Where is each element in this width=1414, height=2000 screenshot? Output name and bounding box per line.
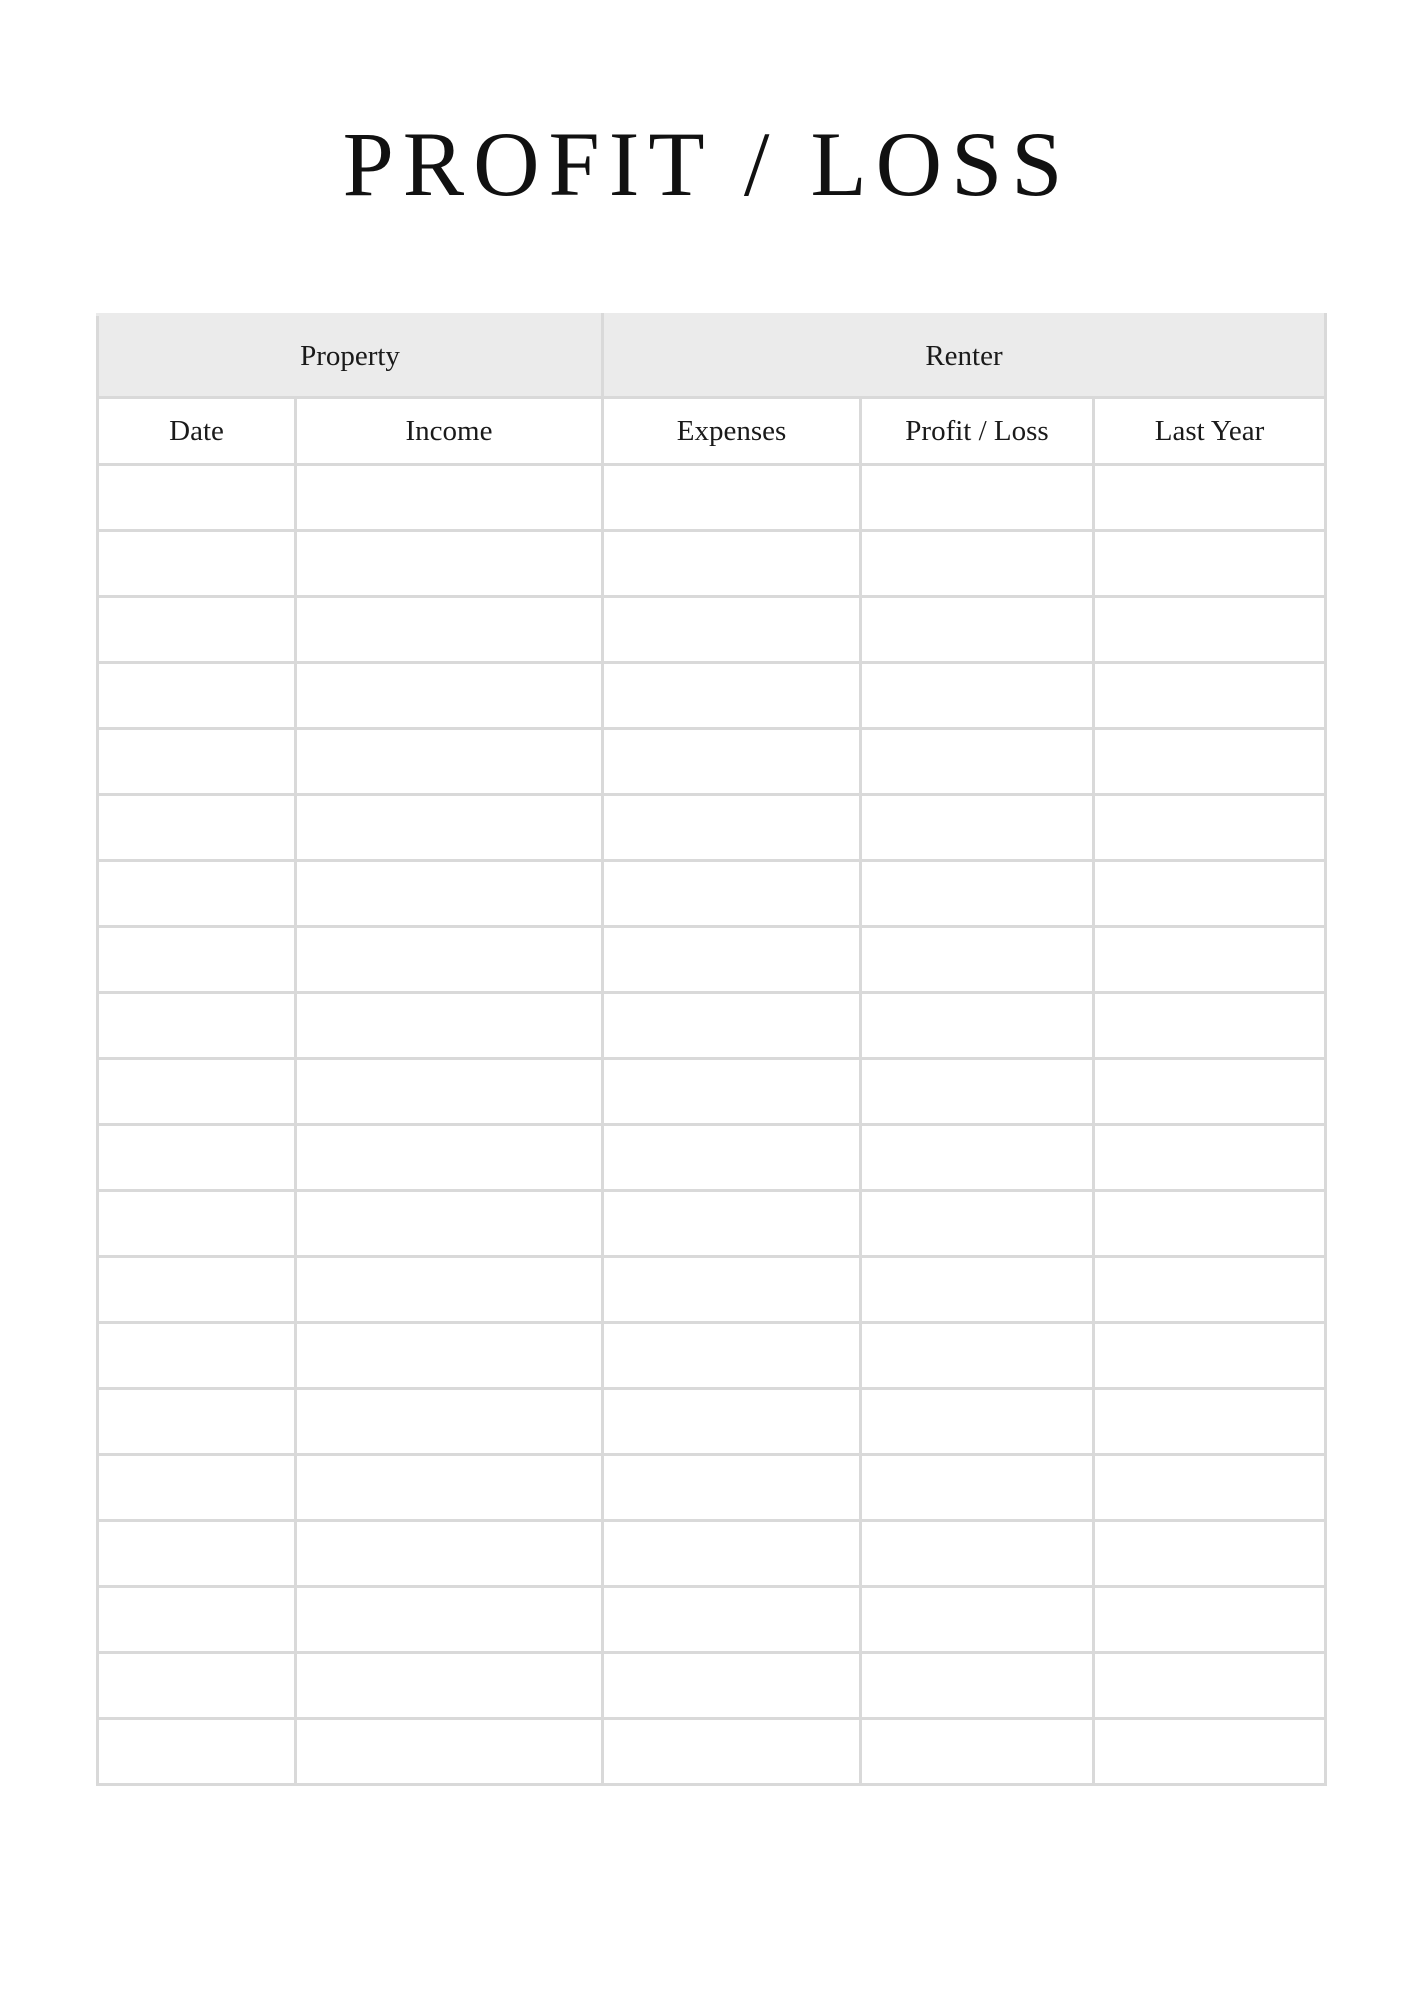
cell-income[interactable] [296, 1587, 603, 1653]
cell-profit-loss[interactable] [861, 1587, 1094, 1653]
column-header-last-year: Last Year [1094, 398, 1326, 465]
cell-profit-loss[interactable] [861, 861, 1094, 927]
cell-income[interactable] [296, 993, 603, 1059]
cell-last-year[interactable] [1094, 597, 1326, 663]
cell-date[interactable] [98, 861, 296, 927]
cell-date[interactable] [98, 927, 296, 993]
cell-expenses[interactable] [603, 1587, 861, 1653]
cell-expenses[interactable] [603, 729, 861, 795]
cell-date[interactable] [98, 1191, 296, 1257]
table-row [98, 597, 1326, 663]
cell-last-year[interactable] [1094, 1191, 1326, 1257]
cell-date[interactable] [98, 597, 296, 663]
cell-income[interactable] [296, 1191, 603, 1257]
table-row [98, 1059, 1326, 1125]
cell-income[interactable] [296, 729, 603, 795]
cell-last-year[interactable] [1094, 531, 1326, 597]
cell-expenses[interactable] [603, 1389, 861, 1455]
cell-expenses[interactable] [603, 1455, 861, 1521]
cell-date[interactable] [98, 993, 296, 1059]
cell-expenses[interactable] [603, 993, 861, 1059]
cell-last-year[interactable] [1094, 729, 1326, 795]
group-header-property: Property [98, 315, 603, 398]
column-header-row [98, 398, 1326, 465]
column-header-date: Date [98, 398, 296, 465]
cell-profit-loss[interactable] [861, 1653, 1094, 1719]
table-row [98, 1521, 1326, 1587]
cell-income[interactable] [296, 1059, 603, 1125]
cell-expenses[interactable] [603, 531, 861, 597]
cell-expenses[interactable] [603, 1191, 861, 1257]
cell-profit-loss[interactable] [861, 927, 1094, 993]
cell-last-year[interactable] [1094, 1521, 1326, 1587]
cell-income[interactable] [296, 1719, 603, 1785]
cell-last-year[interactable] [1094, 927, 1326, 993]
column-header-profit-loss: Profit / Loss [861, 398, 1094, 465]
cell-last-year[interactable] [1094, 1719, 1326, 1785]
table-row [98, 1653, 1326, 1719]
cell-date[interactable] [98, 531, 296, 597]
cell-last-year[interactable] [1094, 465, 1326, 531]
cell-last-year[interactable] [1094, 1257, 1326, 1323]
table-row [98, 1323, 1326, 1389]
cell-expenses[interactable] [603, 795, 861, 861]
cell-profit-loss[interactable] [861, 1719, 1094, 1785]
table-body [98, 465, 1326, 1785]
cell-last-year[interactable] [1094, 1323, 1326, 1389]
cell-expenses[interactable] [603, 1653, 861, 1719]
table-row [98, 1389, 1326, 1455]
cell-profit-loss[interactable] [861, 1059, 1094, 1125]
cell-expenses[interactable] [603, 1257, 861, 1323]
cell-last-year[interactable] [1094, 1059, 1326, 1125]
cell-profit-loss[interactable] [861, 663, 1094, 729]
cell-profit-loss[interactable] [861, 1125, 1094, 1191]
cell-expenses[interactable] [603, 927, 861, 993]
table-row [98, 1587, 1326, 1653]
cell-date[interactable] [98, 729, 296, 795]
profit-loss-table [96, 313, 1327, 1786]
cell-expenses[interactable] [603, 663, 861, 729]
cell-date[interactable] [98, 1521, 296, 1587]
cell-last-year[interactable] [1094, 1455, 1326, 1521]
cell-income[interactable] [296, 1455, 603, 1521]
table-row [98, 927, 1326, 993]
cell-profit-loss[interactable] [861, 993, 1094, 1059]
cell-profit-loss[interactable] [861, 531, 1094, 597]
cell-profit-loss[interactable] [861, 729, 1094, 795]
cell-date[interactable] [98, 1125, 296, 1191]
cell-income[interactable] [296, 861, 603, 927]
cell-income[interactable] [296, 1389, 603, 1455]
cell-last-year[interactable] [1094, 861, 1326, 927]
cell-date[interactable] [98, 1587, 296, 1653]
cell-last-year[interactable] [1094, 795, 1326, 861]
cell-income[interactable] [296, 795, 603, 861]
table-row [98, 663, 1326, 729]
cell-expenses[interactable] [603, 1521, 861, 1587]
cell-income[interactable] [296, 927, 603, 993]
table-row [98, 861, 1326, 927]
cell-income[interactable] [296, 1521, 603, 1587]
cell-last-year[interactable] [1094, 1389, 1326, 1455]
cell-last-year[interactable] [1094, 663, 1326, 729]
cell-profit-loss[interactable] [861, 795, 1094, 861]
cell-expenses[interactable] [603, 597, 861, 663]
cell-date[interactable] [98, 795, 296, 861]
cell-profit-loss[interactable] [861, 597, 1094, 663]
cell-expenses[interactable] [603, 1125, 861, 1191]
cell-profit-loss[interactable] [861, 1521, 1094, 1587]
cell-income[interactable] [296, 1257, 603, 1323]
table-row [98, 1191, 1326, 1257]
cell-profit-loss[interactable] [861, 465, 1094, 531]
table-row [98, 1257, 1326, 1323]
cell-profit-loss[interactable] [861, 1191, 1094, 1257]
table-row [98, 1125, 1326, 1191]
cell-last-year[interactable] [1094, 993, 1326, 1059]
table-row [98, 1455, 1326, 1521]
table-row [98, 1719, 1326, 1785]
cell-date[interactable] [98, 465, 296, 531]
cell-expenses[interactable] [603, 1323, 861, 1389]
cell-date[interactable] [98, 1719, 296, 1785]
cell-last-year[interactable] [1094, 1653, 1326, 1719]
page-title: PROFIT / LOSS [342, 113, 1072, 215]
cell-date[interactable] [98, 1653, 296, 1719]
group-header-renter: Renter [603, 315, 1326, 398]
cell-income[interactable] [296, 663, 603, 729]
cell-profit-loss[interactable] [861, 1323, 1094, 1389]
cell-date[interactable] [98, 1059, 296, 1125]
table-row [98, 993, 1326, 1059]
table-row [98, 795, 1326, 861]
cell-income[interactable] [296, 465, 603, 531]
cell-date[interactable] [98, 1323, 296, 1389]
cell-date[interactable] [98, 663, 296, 729]
table-row [98, 729, 1326, 795]
cell-expenses[interactable] [603, 1719, 861, 1785]
profit-loss-sheet [96, 313, 1324, 1834]
cell-last-year[interactable] [1094, 1587, 1326, 1653]
cell-profit-loss[interactable] [861, 1389, 1094, 1455]
cell-income[interactable] [296, 531, 603, 597]
cell-income[interactable] [296, 1125, 603, 1191]
cell-expenses[interactable] [603, 861, 861, 927]
cell-profit-loss[interactable] [861, 1257, 1094, 1323]
cell-last-year[interactable] [1094, 1125, 1326, 1191]
column-header-expenses: Expenses [603, 398, 861, 465]
column-header-income: Income [296, 398, 603, 465]
cell-income[interactable] [296, 597, 603, 663]
cell-date[interactable] [98, 1257, 296, 1323]
group-header-row [98, 315, 1326, 398]
table-row [98, 531, 1326, 597]
cell-income[interactable] [296, 1653, 603, 1719]
table-row [98, 465, 1326, 531]
cell-expenses[interactable] [603, 1059, 861, 1125]
cell-profit-loss[interactable] [861, 1455, 1094, 1521]
cell-expenses[interactable] [603, 465, 861, 531]
cell-income[interactable] [296, 1323, 603, 1389]
cell-date[interactable] [98, 1455, 296, 1521]
cell-date[interactable] [98, 1389, 296, 1455]
